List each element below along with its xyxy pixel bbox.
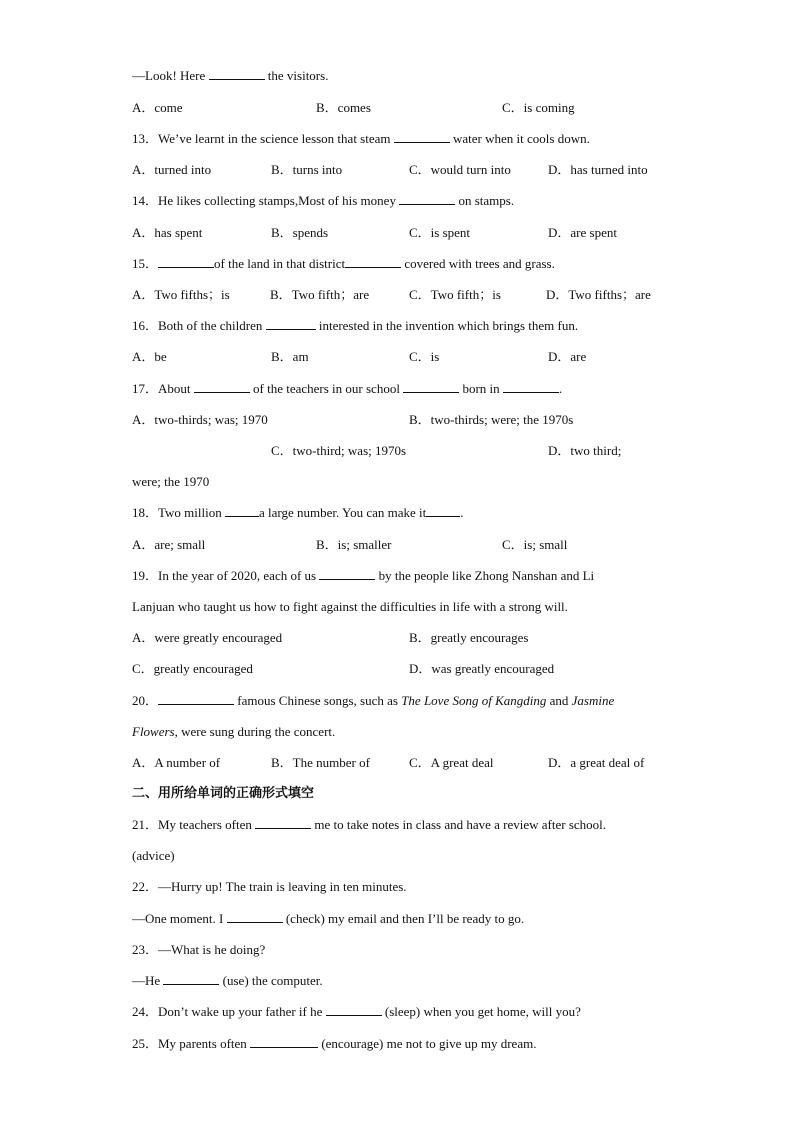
question-21-stem: 21．My teachers often me to take notes in class and have a review after school. [132,817,607,832]
answer-blank [158,693,234,705]
option-b: B．is; smaller [316,537,392,552]
answer-blank [227,911,283,923]
option-a: A．were greatly encouraged [132,630,283,645]
answer-blank [266,318,316,330]
question-17-options-row1 [0,412,794,428]
question-12-stem: —Look! Here the visitors. [132,68,329,83]
option-c: C．Two fifth；is [409,287,501,302]
option-a: A．be [132,349,167,364]
question-21-hint: (advice) [132,848,175,863]
question-19-stem: 19．In the year of 2020, each of us by the people like Zhong Nanshan and Li [132,568,595,583]
option-b: B．Two fifth；are [270,287,370,302]
option-c: C．is; small [502,537,568,552]
option-a: A．turned into [132,162,212,177]
question-18-options [0,537,794,553]
answer-blank [250,1036,318,1048]
question-17-option-d-continued: were; the 1970 [132,474,210,489]
question-15-options [0,287,794,303]
answer-blank [158,256,214,268]
option-b: B．two-thirds; were; the 1970s [409,412,574,427]
question-23-reply: —He (use) the computer. [132,973,323,988]
option-a: A．has spent [132,225,203,240]
question-17-options-row2 [0,443,794,459]
option-d: D．has turned into [548,162,648,177]
answer-blank [503,381,559,393]
option-a: A．A number of [132,755,221,770]
answer-blank [394,131,450,143]
question-20-stem-continued: Flowers, were sung during the concert. [132,724,336,739]
question-15-stem: 15． of the land in that district covered with trees and grass. [132,256,555,271]
option-b: B．spends [271,225,329,240]
answer-blank [403,381,459,393]
option-b: B．The number of [271,755,370,770]
option-c: C．is coming [502,100,575,115]
question-25-stem: 25．My parents often (encourage) me not to give up my dream. [132,1036,537,1051]
option-c: C．greatly encouraged [132,661,253,676]
option-a: A．come [132,100,183,115]
question-16-stem: 16．Both of the children interested in the invention which brings them fun. [132,318,579,333]
option-c: C．would turn into [409,162,511,177]
option-c: C．two-third; was; 1970s [271,443,407,458]
option-c: C．is [409,349,440,364]
question-19-options-row2 [0,661,794,677]
option-d: D．are [548,349,587,364]
question-19-stem-continued: Lanjuan who taught us how to fight against the difficulties in life with a strong will. [132,599,568,614]
question-20-stem: 20． famous Chinese songs, such as The Love Song of Kangding and Jasmine [132,693,615,708]
answer-blank [345,256,401,268]
answer-blank [399,193,455,205]
song-title: Flowers [132,724,175,739]
question-20-options [0,755,794,771]
question-13-options [0,162,794,178]
option-d: D．a great deal of [548,755,645,770]
question-24-stem: 24．Don’t wake up your father if he (sleep) when you get home, will you? [132,1004,581,1019]
option-a: A．are; small [132,537,206,552]
option-d: D．are spent [548,225,617,240]
question-19-options-row1 [0,630,794,646]
answer-blank [426,505,460,517]
section-heading: 二、用所给单词的正确形式填空 [132,786,315,801]
option-d: D．Two fifths；are [546,287,651,302]
answer-blank [209,68,265,80]
option-b: B．am [271,349,309,364]
answer-blank [319,568,375,580]
question-14-options [0,225,794,241]
option-c: C．is spent [409,225,471,240]
answer-blank [225,505,259,517]
option-a: A．Two fifths；is [132,287,230,302]
question-14-stem: 14．He likes collecting stamps,Most of his money on stamps. [132,193,515,208]
question-12-options [0,100,794,116]
question-22-stem: 22．—Hurry up! The train is leaving in ten minutes. [132,879,407,894]
question-17-stem: 17．About of the teachers in our school born in . [132,381,563,396]
option-b: B．comes [316,100,371,115]
song-title: The Love Song of Kangding [401,693,547,708]
question-13-stem: 13．We’ve learnt in the science lesson that steam water when it cools down. [132,131,590,146]
option-d: D．was greatly encouraged [409,661,555,676]
option-b: B．turns into [271,162,343,177]
option-b: B．greatly encourages [409,630,529,645]
option-c: C．A great deal [409,755,494,770]
answer-blank [326,1004,382,1016]
answer-blank [194,381,250,393]
answer-blank [255,817,311,829]
answer-blank [163,973,219,985]
song-title: Jasmine [571,693,615,708]
question-22-reply: —One moment. I (check) my email and then I’ll be ready to go. [132,911,525,926]
question-18-stem: 18．Two million a large number. You can make it . [132,505,464,520]
question-16-options [0,349,794,365]
option-d: D．two third; [548,443,622,458]
question-23-stem: 23．—What is he doing? [132,942,266,957]
option-a: A．two-thirds; was; 1970 [132,412,268,427]
